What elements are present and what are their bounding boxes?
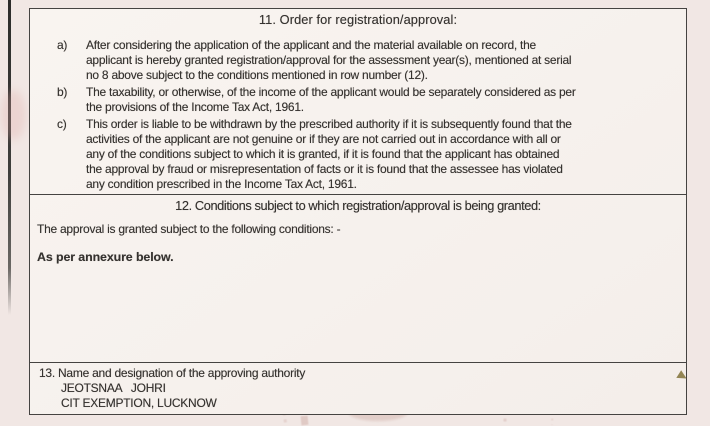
row-divider <box>30 194 686 195</box>
item-b-line: The taxability, or otherwise, of the income of the applicant would be separately considered as per <box>86 85 576 99</box>
section-12-title: 12. Conditions subject to which registration/approval is being granted: <box>175 198 541 213</box>
row-divider <box>30 362 686 363</box>
section-11-title: 11. Order for registration/approval: <box>258 12 458 27</box>
item-b-label: b) <box>57 85 68 99</box>
item-a-line: applicant is hereby granted registration/approval for the assessment year(s), mentioned at serial <box>86 53 572 67</box>
item-c-label: c) <box>57 117 67 131</box>
item-c-line: This order is liable to be withdrawn by the prescribed authority if it is subsequently found that the <box>86 117 572 131</box>
item-c-line: the approval by fraud or misrepresentation of facts or it is found that the assessee has violated <box>86 162 563 176</box>
item-c-line: any condition prescribed in the Income Tax Act, 1961. <box>86 177 357 191</box>
approving-authority-designation: CIT EXEMPTION, LUCKNOW <box>61 396 217 410</box>
annexure-note-text: As per annexure below. <box>37 250 174 264</box>
item-a-line: no 8 above subject to the conditions mentioned in row number (12). <box>86 68 428 82</box>
item-a-line: After considering the application of the applicant and the material available on record, the <box>86 38 536 52</box>
approving-authority-name: JEOTSNAA JOHRI <box>61 381 166 395</box>
pink-scan-blotch <box>1 90 26 140</box>
conditions-intro-text: The approval is granted subject to the following conditions: - <box>37 222 341 236</box>
scan-edge-shadow <box>8 0 11 315</box>
item-c-line: any of the conditions subject to which it is granted, if it is found that the applicant has obtained <box>86 147 560 161</box>
item-c-line: activities of the applicant are not genuine or if they are not carried out in accordance with all or <box>86 132 561 146</box>
section-13-heading: 13. Name and designation of the approving authority <box>39 366 306 380</box>
item-a-label: a) <box>57 38 68 52</box>
item-b-line: the provisions of the Income Tax Act, 1961. <box>86 100 304 114</box>
form-table <box>29 8 687 415</box>
